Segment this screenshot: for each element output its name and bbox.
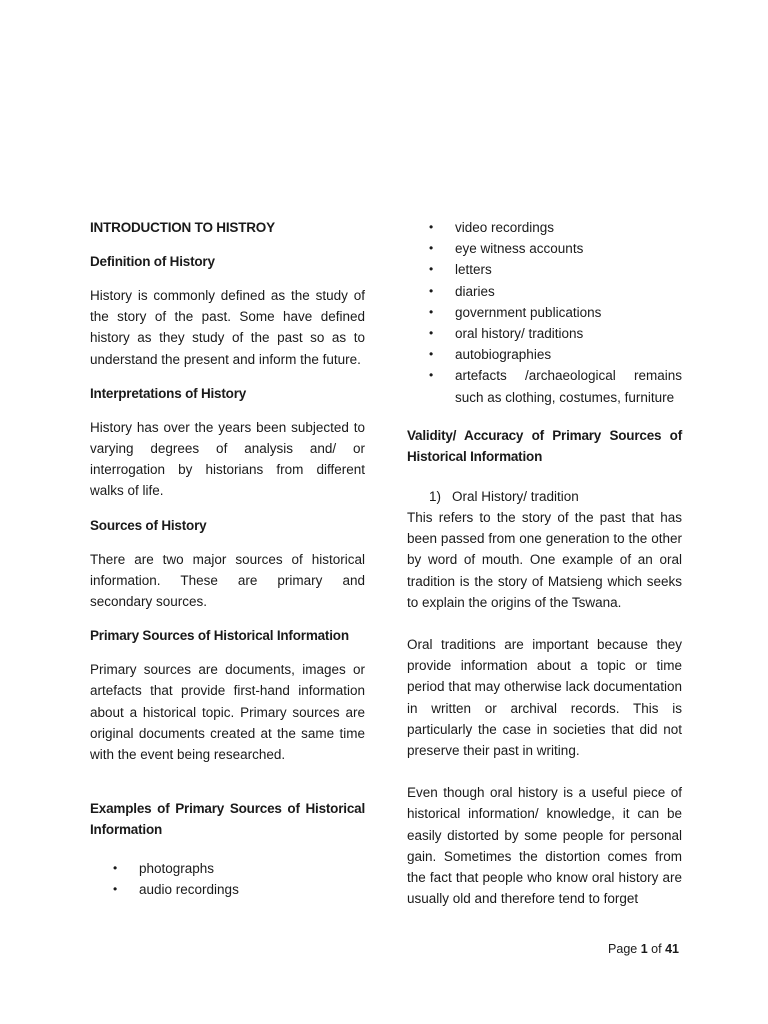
list-item-text: government publications <box>455 304 602 320</box>
list-item-text: eye witness accounts <box>455 241 584 257</box>
right-column <box>407 217 682 909</box>
list-item <box>407 323 682 344</box>
validity-heading: Validity/ Accuracy of Primary Sources of Historical Information <box>407 427 682 464</box>
item-label: Oral History/ tradition <box>452 488 579 504</box>
bullet-icon: • <box>429 304 434 319</box>
oral-history-paragraph-1: This refers to the story of the past that has been passed from one generation to the other by word of mouth. One example of an oral tradition is the story of Matsieng which seeks to explain the origins of the Tswana. <box>407 510 682 610</box>
numbered-item-oral-history <box>407 486 682 507</box>
examples-heading: Examples of Primary Sources of Historical Information <box>90 801 365 838</box>
list-item-text: oral history/ traditions <box>455 326 584 342</box>
definition-paragraph: History is commonly defined as the study of the story of the past. Some have defined history as they study of the past so as to understand the present and inform the future. <box>90 288 365 367</box>
list-item <box>407 281 682 302</box>
bullet-icon: • <box>429 283 434 298</box>
oral-history-paragraph-2: Oral traditions are important because they provide information about a topic or time period that may otherwise lack documentation in written or archival records. This is particularly the case in societies that did not preserve their past in writing. <box>407 637 682 759</box>
list-item-text: letters <box>455 262 492 278</box>
oral-history-paragraph-3: Even though oral history is a useful piece of historical information/ knowledge, it can be easily distorted by some people for personal gain. Sometimes the distortion comes from the fact that people who know oral history are usually old and therefore tend to forget <box>407 785 682 907</box>
list-item <box>407 238 682 259</box>
bullet-icon: • <box>113 861 118 876</box>
list-item-text: photographs <box>139 861 215 877</box>
list-item <box>407 302 682 323</box>
examples-list-left <box>90 858 365 900</box>
bullet-icon: • <box>429 262 434 277</box>
bullet-icon: • <box>429 326 434 341</box>
document-title: INTRODUCTION TO HISTROY <box>90 220 275 235</box>
page-word: Page <box>608 942 638 956</box>
list-item <box>90 879 365 900</box>
sources-paragraph: There are two major sources of historical information. These are primary and secondary sources. <box>90 551 365 610</box>
item-number: 1) <box>429 488 442 504</box>
list-item-text: diaries <box>455 283 495 299</box>
list-item <box>407 259 682 280</box>
list-item <box>90 858 365 879</box>
interpretations-paragraph: History has over the years been subjected to varying degrees of analysis and/ or interrogation by historians from different walks of life. <box>90 419 365 499</box>
definition-heading: Definition of History <box>90 254 215 269</box>
list-item-text: autobiographies <box>455 347 552 363</box>
bullet-icon: • <box>429 241 434 256</box>
bullet-icon: • <box>113 882 118 897</box>
left-column <box>90 217 365 901</box>
page-footer <box>608 939 679 959</box>
list-item-text: artefacts /archaeological remains such as clothing, costumes, furniture <box>455 368 682 405</box>
bullet-icon: • <box>429 347 434 362</box>
of-word: of <box>651 942 662 956</box>
primary-sources-heading: Primary Sources of Historical Information <box>90 628 349 644</box>
examples-list-right <box>407 217 682 408</box>
total-pages: 41 <box>665 942 679 956</box>
bullet-icon: • <box>429 220 434 234</box>
bullet-icon: • <box>429 368 434 383</box>
sources-heading: Sources of History <box>90 517 207 533</box>
list-item <box>407 365 682 407</box>
list-item-text: video recordings <box>455 220 555 235</box>
primary-sources-paragraph: Primary sources are documents, images or artefacts that provide first-hand information about a historical topic. Primary sources are original documents created at the same time with the event being researched. <box>90 662 365 763</box>
page-number: 1 <box>640 942 648 956</box>
list-item-text: audio recordings <box>139 882 239 898</box>
list-item <box>407 217 682 238</box>
list-item <box>407 344 682 365</box>
interpretations-heading: Interpretations of History <box>90 385 247 401</box>
